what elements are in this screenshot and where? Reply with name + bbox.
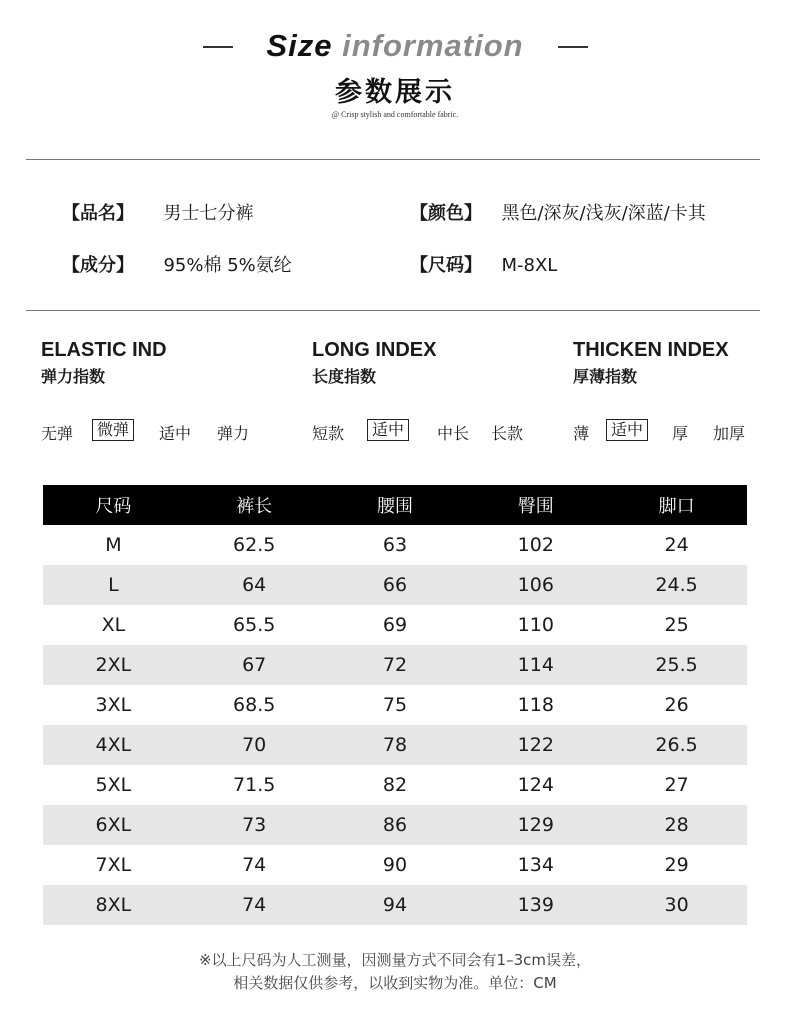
table-row (43, 765, 747, 805)
header-waist: 腰围 (376, 496, 413, 517)
cell-size: 6XL (95, 814, 132, 836)
cell-length: 73 (242, 814, 267, 836)
divider-top (26, 159, 760, 160)
table-row (43, 725, 747, 765)
measurement-note-line1: ※以上尺码为人工测量，因测量方式不同会有1–3cm误差， (198, 951, 592, 969)
thicken-index-subtitle: 厚薄指数 (573, 367, 638, 386)
cell-waist: 63 (382, 534, 408, 556)
thicken-option-thick: 厚 (672, 424, 689, 443)
cell-hip: 110 (517, 614, 554, 636)
long-index-title: LONG INDEX (312, 339, 437, 361)
cell-length: 70 (242, 734, 267, 756)
cell-size: XL (101, 614, 126, 636)
header-hem: 脚口 (658, 496, 695, 517)
page-subtitle: @ Crisp stylish and comfortable fabric. (331, 110, 459, 119)
cell-hip: 118 (517, 694, 554, 716)
size-value: M-8XL (501, 255, 558, 276)
cell-length: 67 (242, 654, 267, 676)
header-length: 裤长 (236, 496, 273, 517)
cell-hip: 139 (517, 894, 554, 916)
long-option-long: 长款 (491, 424, 524, 443)
material-label: 【成分】 (62, 255, 134, 276)
thicken-index-title: THICKEN INDEX (573, 339, 729, 361)
cell-hem: 26.5 (655, 734, 698, 756)
cell-length: 62.5 (233, 534, 276, 556)
cell-size: M (105, 534, 122, 556)
table-row (43, 525, 747, 565)
material-value: 95%棉 5%氨纶 (163, 255, 292, 276)
cell-size: 8XL (95, 894, 132, 916)
thicken-option-extra-thick: 加厚 (713, 424, 746, 443)
header-hip: 臀围 (517, 496, 554, 517)
elastic-index-subtitle: 弹力指数 (41, 367, 106, 386)
cell-size: 2XL (95, 654, 132, 676)
color-value: 黑色/深灰/浅灰/深蓝/卡其 (501, 203, 706, 224)
cell-hem: 25.5 (655, 654, 698, 676)
table-row (43, 605, 747, 645)
cell-waist: 90 (382, 854, 408, 876)
title-word-size: Size (266, 28, 333, 63)
table-row (43, 685, 747, 725)
cell-hip: 124 (517, 774, 554, 796)
cell-hip: 114 (517, 654, 554, 676)
cell-length: 64 (242, 574, 267, 596)
measurement-note-line2: 相关数据仅供参考，以收到实物为准。单位：CM (233, 974, 557, 992)
header-size: 尺码 (95, 496, 132, 517)
size-table (43, 485, 747, 925)
divider-middle (26, 310, 760, 311)
elastic-option-none: 无弹 (41, 424, 74, 443)
elastic-option-slight-selected: 微弹 (92, 419, 134, 441)
cell-size: 5XL (95, 774, 132, 796)
table-row (43, 885, 747, 925)
cell-waist: 72 (382, 654, 408, 676)
cell-length: 68.5 (233, 694, 276, 716)
cell-waist: 78 (382, 734, 408, 756)
cell-hip: 122 (517, 734, 554, 756)
table-row (43, 845, 747, 885)
cell-size: 4XL (95, 734, 132, 756)
product-name-label: 【品名】 (62, 203, 134, 224)
table-row (43, 805, 747, 845)
cell-hem: 24.5 (655, 574, 698, 596)
table-header-row (43, 485, 747, 525)
cell-length: 74 (242, 854, 267, 876)
cell-hip: 102 (517, 534, 554, 556)
color-label: 【颜色】 (410, 203, 482, 224)
size-label: 【尺码】 (410, 255, 482, 276)
elastic-option-medium: 适中 (159, 424, 192, 443)
thicken-option-regular-selected: 适中 (606, 419, 648, 441)
cell-waist: 66 (382, 574, 408, 596)
cell-hem: 24 (664, 534, 689, 556)
cell-hem: 29 (664, 854, 689, 876)
cell-length: 71.5 (233, 774, 276, 796)
cell-size: 3XL (95, 694, 132, 716)
long-index-subtitle: 长度指数 (312, 367, 377, 386)
cell-length: 74 (242, 894, 267, 916)
cell-size: L (108, 574, 119, 596)
cell-hem: 26 (664, 694, 689, 716)
cell-waist: 82 (382, 774, 408, 796)
info-size (410, 251, 557, 277)
cell-waist: 94 (382, 894, 408, 916)
cell-waist: 75 (382, 694, 408, 716)
cell-size: 7XL (95, 854, 132, 876)
cell-waist: 69 (382, 614, 408, 636)
title-word-information: information (342, 28, 524, 63)
table-row (43, 565, 747, 605)
info-color (410, 199, 706, 225)
long-option-mid-long: 中长 (437, 424, 470, 443)
info-product-name (62, 199, 253, 225)
cell-length: 65.5 (233, 614, 276, 636)
long-option-short: 短款 (312, 424, 345, 443)
long-option-regular-selected: 适中 (367, 419, 409, 441)
page-title-chinese: 参数展示 (335, 77, 455, 108)
cell-hip: 134 (517, 854, 554, 876)
page-title (0, 28, 790, 64)
elastic-index-title: ELASTIC IND (41, 339, 167, 361)
product-name-value: 男士七分裤 (163, 203, 254, 224)
cell-hip: 106 (517, 574, 554, 596)
cell-hem: 25 (664, 614, 689, 636)
cell-hip: 129 (517, 814, 554, 836)
cell-hem: 28 (664, 814, 689, 836)
info-material (62, 251, 292, 277)
cell-hem: 27 (664, 774, 689, 796)
cell-hem: 30 (664, 894, 689, 916)
cell-waist: 86 (382, 814, 408, 836)
elastic-option-stretch: 弹力 (217, 424, 250, 443)
thicken-option-thin: 薄 (573, 424, 590, 443)
table-row (43, 645, 747, 685)
